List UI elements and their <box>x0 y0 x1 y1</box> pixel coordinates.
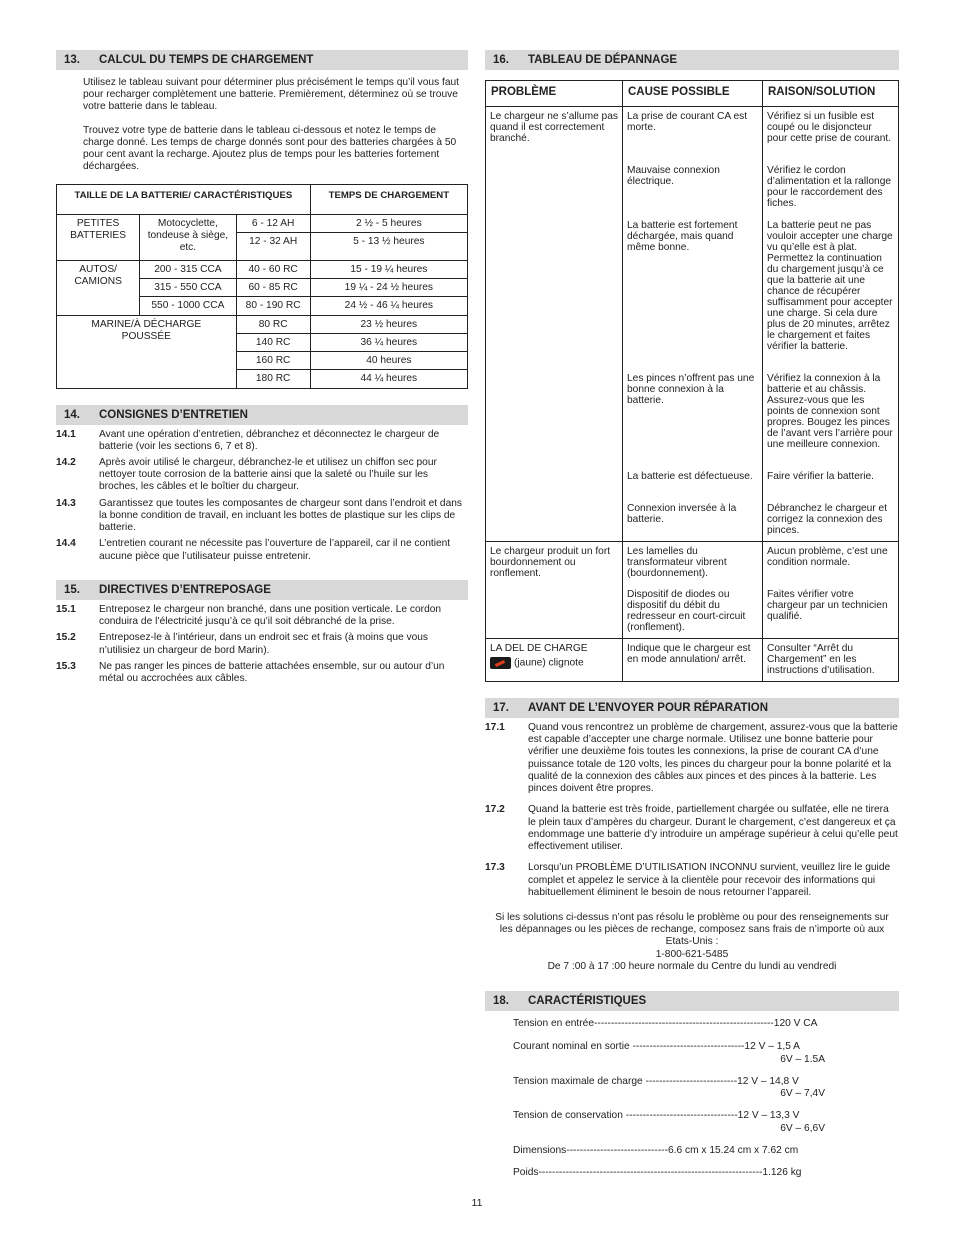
item-number: 15.2 <box>56 632 76 644</box>
item-number: 17.3 <box>485 862 505 874</box>
table-cell: 80 RC <box>236 315 310 333</box>
item-number: 17.1 <box>485 721 505 733</box>
item-text: Avant une opération d’entretien, débranchez et déconnectez le chargeur de batterie (voir les sections 6, 7 et 8). <box>99 428 440 452</box>
problem-text: LA DEL DE CHARGE <box>490 642 588 654</box>
cause-cell <box>623 106 763 541</box>
cause-text: Les lamelles du transformateur vibrent (bourdonnement). <box>627 545 727 579</box>
spec-output-current-6v: 6V – 1.5A <box>780 1053 825 1065</box>
section-title: DIRECTIVES D’ENTREPOSAGE <box>99 583 271 596</box>
charge-time-intro: Utilisez le tableau suivant pour déterminer plus précisément le temps qu’il vous faut pour recharger complètement une batterie. Premièrement, déterminez où se trouve votre batterie dans le tableau. <box>83 77 459 113</box>
solution-text: Débranchez le chargeur et corrigez la connexion des pinces. <box>767 502 888 536</box>
table-cell: 23 ½ heures <box>310 315 467 333</box>
list-item <box>56 429 468 453</box>
spec-item <box>485 1167 899 1179</box>
table-cell: 550 - 1000 CCA <box>140 297 236 315</box>
item-number: 17.2 <box>485 804 505 816</box>
table-row <box>57 260 468 278</box>
section-16-heading <box>485 50 899 70</box>
list-item <box>485 722 899 795</box>
list-item <box>485 804 899 853</box>
cause-text: Dispositif de diodes ou dispositif du débit du redresseur en court-circuit (ronflement). <box>627 588 746 633</box>
led-status-text: (jaune) clignote <box>514 657 584 669</box>
group-marine-label: MARINE/À DÉCHARGE POUSSÉE <box>91 318 202 342</box>
section-15-heading <box>56 580 468 600</box>
table-cell: 160 RC <box>236 352 310 370</box>
group-autos: AUTOS/ CAMIONS <box>57 260 140 315</box>
table-row <box>486 638 899 681</box>
charge-time-instructions: Trouvez votre type de batterie dans le tableau ci-dessous et notez le temps de charge donné. Les temps de charge donnés sont pour des batteries chargées à 50 pour cent avant la recharge. Ajoutez plus de temps pour les batteries fortement déchargées. <box>83 124 457 173</box>
group-small-batteries: PETITES BATTERIES <box>57 214 140 260</box>
battery-size-header: TAILLE DE LA BATTERIE/ CARACTÉRISTIQUES <box>57 184 311 214</box>
problem-cell <box>486 106 623 541</box>
cause-text: Indique que le chargeur est en mode annulation/ arrêt. <box>627 642 751 665</box>
spec-item <box>485 1145 899 1157</box>
contact-block <box>485 912 899 973</box>
spec-output-current: Courant nominal en sortie ---------------------------------12 V – 1,5 A <box>513 1041 800 1053</box>
table-header-row <box>486 81 899 107</box>
cause-cell <box>623 638 763 681</box>
table-header-row <box>57 184 468 214</box>
cause-text: Les pinces n’offrent pas une bonne connexion à la batterie. <box>627 372 755 406</box>
solution-text: Faites vérifier votre chargeur par un technicien qualifié. <box>767 588 888 622</box>
cause-cell <box>623 541 763 638</box>
charge-led-icon <box>490 657 511 669</box>
solution-text: Aucun problème, c’est une condition normale. <box>767 545 888 568</box>
item-text: Garantissez que toutes les composantes de chargeur sont dans l’endroit et dans la bonne condition de travail, en incluant les bottes de plastique sur les clips de batterie. <box>99 497 463 534</box>
item-text: Après avoir utilisé le chargeur, débranchez-le et utilisez un chiffon sec pour nettoyer toute corrosion de la batterie ainsi que la saleté ou l’huile sur les broches, les câbles et le boîtier du chargeur. <box>99 456 437 493</box>
item-number: 14.4 <box>56 538 76 550</box>
group-marine <box>57 315 237 388</box>
battery-charge-table <box>56 184 468 389</box>
section-number: 15. <box>64 583 80 596</box>
list-item <box>56 661 468 685</box>
table-cell: 36 ¼ heures <box>310 333 467 351</box>
cause-text: La batterie est fortement déchargée, mais quand même bonne. <box>627 219 738 253</box>
item-number: 14.2 <box>56 456 76 468</box>
item-number: 14.1 <box>56 428 76 440</box>
repair-list <box>485 722 899 899</box>
item-number: 14.3 <box>56 497 76 509</box>
table-cell: 40 heures <box>310 352 467 370</box>
maintenance-list <box>56 429 468 563</box>
table-cell: 19 ¼ - 24 ½ heures <box>310 279 467 297</box>
charge-time-header: TEMPS DE CHARGEMENT <box>310 184 467 214</box>
table-cell: 140 RC <box>236 333 310 351</box>
right-column <box>485 50 899 1179</box>
list-item <box>56 538 468 562</box>
section-17-heading <box>485 698 899 718</box>
list-item <box>56 457 468 494</box>
service-hours: De 7 :00 à 17 :00 heure normale du Centre du lundi au vendredi <box>547 960 837 972</box>
cause-text: Mauvaise connexion électrique. <box>627 164 720 187</box>
table-cell: 80 - 190 RC <box>236 297 310 315</box>
section-number: 18. <box>493 995 509 1008</box>
spec-max-voltage: Tension maximale de charge ---------------------------12 V – 14,8 V <box>513 1075 799 1087</box>
list-item <box>485 862 899 899</box>
table-cell: 180 RC <box>236 370 310 388</box>
spec-item <box>485 1041 899 1065</box>
cause-text: La prise de courant CA est morte. <box>627 110 748 133</box>
table-row <box>57 214 468 232</box>
spec-weight: Poids------------------------------------------------------------------1.126 kg <box>513 1167 802 1179</box>
section-18-heading <box>485 991 899 1011</box>
table-cell: 6 - 12 AH <box>236 214 310 232</box>
problem-cell <box>486 638 623 681</box>
section-number: 17. <box>493 701 509 714</box>
led-line <box>490 657 618 669</box>
table-cell: 315 - 550 CCA <box>140 279 236 297</box>
list-item <box>56 632 468 656</box>
table-cell: 5 - 13 ½ heures <box>310 232 467 260</box>
cause-header: CAUSE POSSIBLE <box>623 81 763 107</box>
problem-text: Le chargeur ne s’allume pas quand il est correctement branché. <box>490 110 618 144</box>
section-number: 14. <box>64 408 80 421</box>
table-row <box>486 106 899 541</box>
problem-cell <box>486 541 623 638</box>
solution-cell <box>763 638 899 681</box>
solution-text: La batterie peut ne pas vouloir accepter une charge vu qu’elle est à plat. Permettez la continuation du chargement jusqu’à ce que la batterie ait une chance de récupérer suffisamment pour accepter une charge. Si cela dure plus de 20 minutes, arrêtez le chargement et faites vérifier la batterie. <box>767 219 893 352</box>
table-cell: 12 - 32 AH <box>236 232 310 260</box>
item-text: Quand la batterie est très froide, partiellement chargée ou sulfatée, elle ne tirera le plein taux d’ampères du chargeur. Durant le chargement, c’est dangereux et ça endommage une batterie d’y introduire un ampérage supérieur à celui qu’elle peut effectivement utiliser. <box>528 804 898 853</box>
spec-dimensions: Dimensions------------------------------6.6 cm x 15.24 cm x 7.62 cm <box>513 1144 799 1156</box>
section-title: CARACTÉRISTIQUES <box>528 995 647 1008</box>
section-title: TABLEAU DE DÉPANNAGE <box>528 54 678 66</box>
item-text: Lorsqu’un PROBLÈME D’UTILISATION INCONNU survient, veuillez lire le guide complet et appelez le service à la clientèle pour recevoir des informations qui habituellement éliminent le besoin de nous retourner l’appareil. <box>528 862 891 898</box>
group-small-sub: Motocyclette, tondeuse à siège, etc. <box>140 214 236 260</box>
spec-float-voltage-6v: 6V – 6,6V <box>780 1122 825 1134</box>
phone-number: 1-800-621-5485 <box>655 948 729 960</box>
list-item <box>56 498 468 535</box>
table-cell: 40 - 60 RC <box>236 260 310 278</box>
table-cell: 44 ¼ heures <box>310 370 467 388</box>
contact-text: Si les solutions ci-dessus n’ont pas résolu le problème ou pour des renseignements sur les dépannages ou les pièces de rechange, composez sans frais de n’importe où aux Etats-Unis : <box>495 912 889 948</box>
cause-text: La batterie est défectueuse. <box>627 470 753 482</box>
item-text: Ne pas ranger les pinces de batterie attachées ensemble, sur ou autour d’un métal ou accrochées aux câbles. <box>99 660 445 685</box>
item-text: Entreposez le chargeur non branché, dans une position verticale. Le cordon conduira de l’électricité jusqu’à ce qu’il soit débranché de la prise. <box>99 603 442 628</box>
solution-cell <box>763 541 899 638</box>
item-number: 15.1 <box>56 603 76 615</box>
section-title: CALCUL DU TEMPS DE CHARGEMENT <box>99 54 314 66</box>
list-item <box>56 604 468 628</box>
problem-header: PROBLÈME <box>486 81 623 107</box>
spec-item <box>485 1110 899 1134</box>
solution-header: RAISON/SOLUTION <box>763 81 899 107</box>
section-14-heading <box>56 405 468 425</box>
section-number: 13. <box>64 54 80 66</box>
solution-text: Vérifiez la connexion à la batterie et au châssis. Assurez-vous que les points de connexion sont propres. Bougez les pinces de l’avant vers l’arrière pour une meilleure connexion. <box>767 372 893 450</box>
storage-list <box>56 604 468 685</box>
section-title: CONSIGNES D’ENTRETIEN <box>99 408 248 421</box>
item-text: Entreposez-le à l’intérieur, dans un endroit sec et frais (à moins que vous n’utilisiez un chargeur de bord Marin). <box>99 632 429 656</box>
spec-input-voltage: Tension en entrée-----------------------------------------------------120 V CA <box>513 1018 818 1030</box>
left-column <box>56 50 468 685</box>
table-cell: 24 ½ - 46 ¼ heures <box>310 297 467 315</box>
item-text: L’entretien courant ne nécessite pas l’ouverture de l’appareil, car il ne contient aucune pièce que l’utilisateur puisse entretenir. <box>99 538 451 562</box>
item-text: Quand vous rencontrez un problème de chargement, assurez-vous que la batterie est capable d’accepter une charge normale. Utilisez une bonne batterie pour vérifier une deuxième fois toutes les connexions, la prise de courant CA d’une puissance totale de 120 volts, les pinces du chargeur pour la bonne polarité et la qualité de la connexion des câbles aux pinces et des pinces à la batterie. Les pinces doivent être propres. <box>528 721 898 795</box>
spec-float-voltage: Tension de conservation ---------------------------------12 V – 13,3 V <box>513 1110 800 1122</box>
cause-text: Connexion inversée à la batterie. <box>627 502 737 525</box>
section-number: 16. <box>493 54 509 66</box>
table-cell: 15 - 19 ¼ heures <box>310 260 467 278</box>
table-cell: 200 - 315 CCA <box>140 260 236 278</box>
solution-cell <box>763 106 899 541</box>
solution-text: Vérifiez si un fusible est coupé ou le disjoncteur pour cette prise de courant. <box>767 110 892 144</box>
solution-text: Consulter “Arrêt du Chargement” en les instructions d’utilisation. <box>767 642 875 676</box>
table-row <box>486 541 899 638</box>
solution-text: Vérifiez le cordon d’alimentation et la rallonge pour le raccordement des fiches. <box>767 164 892 209</box>
section-13-heading <box>56 50 468 70</box>
spec-item <box>485 1076 899 1100</box>
table-cell: 2 ½ - 5 heures <box>310 214 467 232</box>
table-cell: 60 - 85 RC <box>236 279 310 297</box>
section-title: AVANT DE L’ENVOYER POUR RÉPARATION <box>528 701 769 714</box>
spec-item <box>485 1018 899 1030</box>
spec-max-voltage-6v: 6V – 7,4V <box>780 1088 825 1100</box>
table-row <box>57 315 468 333</box>
solution-text: Faire vérifier la batterie. <box>767 470 875 482</box>
troubleshooting-table <box>485 80 899 682</box>
item-number: 15.3 <box>56 660 76 672</box>
problem-text: Le chargeur produit un fort bourdonnement ou ronflement. <box>490 545 611 579</box>
page-number: 11 <box>471 1197 483 1209</box>
specifications-list <box>485 1018 899 1179</box>
